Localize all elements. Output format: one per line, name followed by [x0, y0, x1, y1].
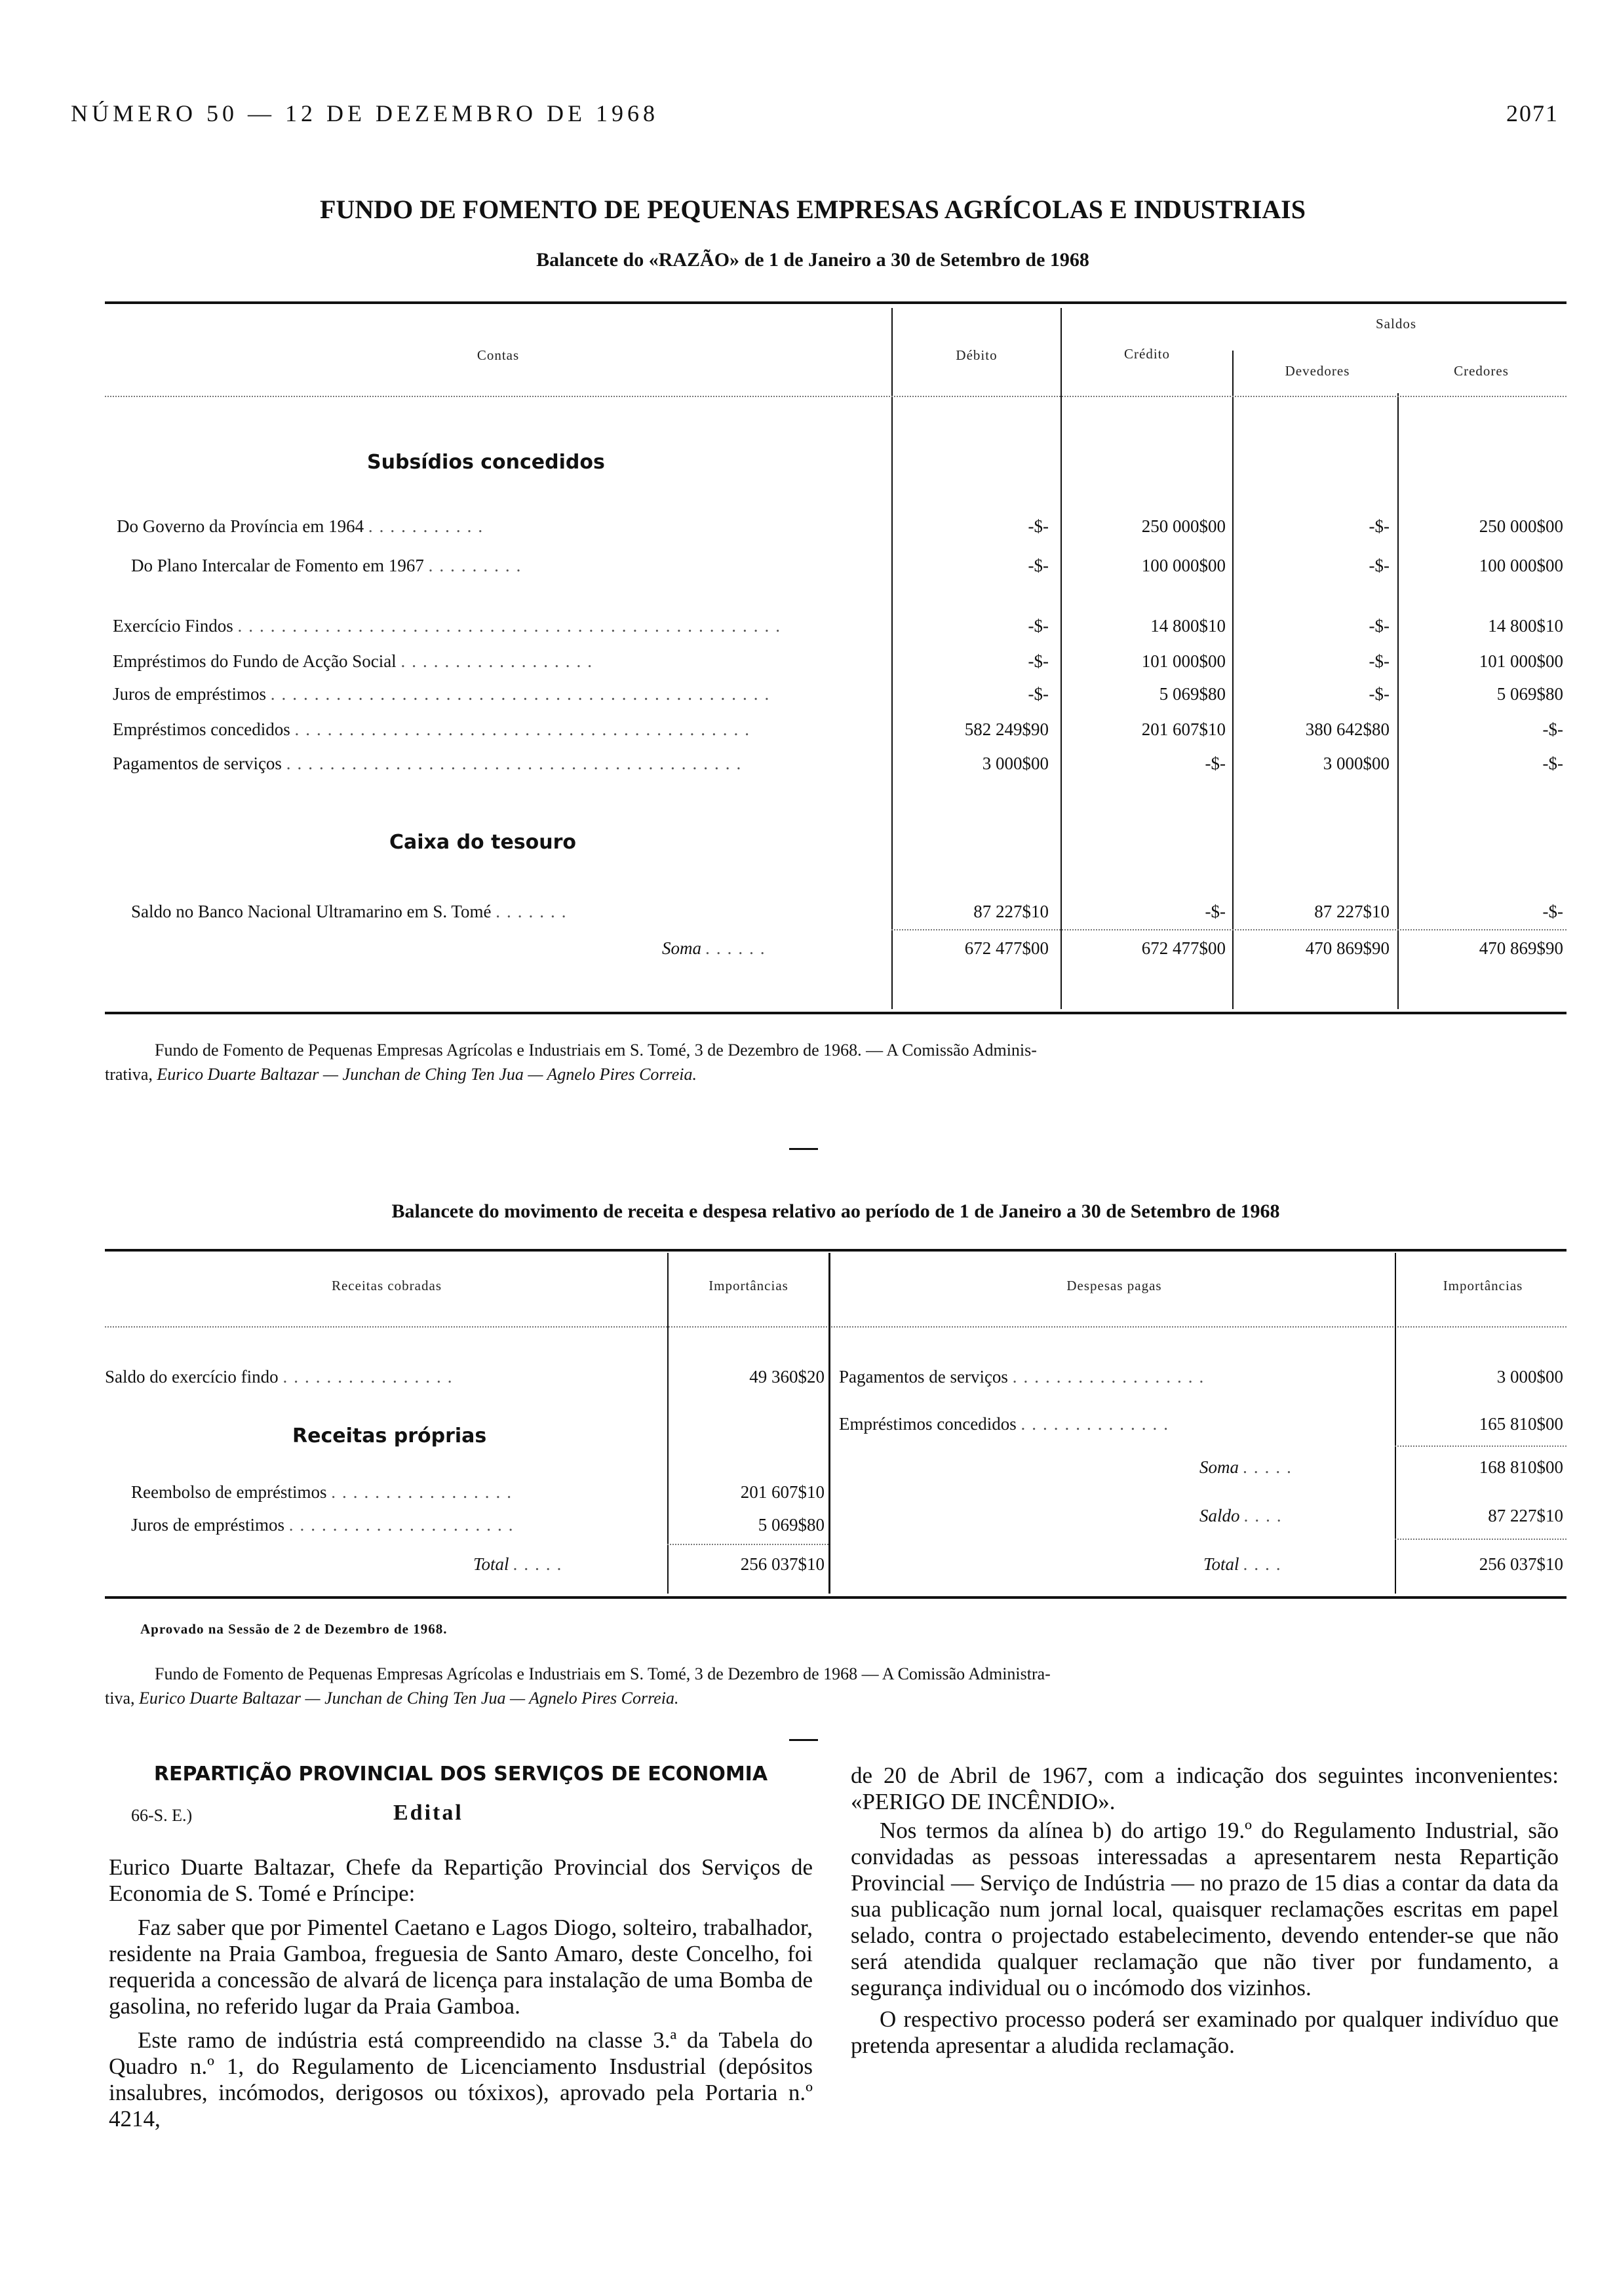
footer-prefix: tiva, [105, 1689, 139, 1708]
balancete2-footer [105, 1662, 1566, 1710]
row-credito: 100 000$00 [1141, 556, 1226, 575]
row-label: Soma [662, 938, 701, 958]
edital-reference: 66-S. E.) [131, 1806, 193, 1825]
table-row-total: Total .... 256 037$10 [1203, 1554, 1563, 1574]
row-value: 165 810$00 [1479, 1414, 1563, 1434]
row-value: 256 037$10 [740, 1554, 825, 1574]
table-row: Juros de empréstimos .............................................. -$- 5 069$80 -$- 5 069$80 [113, 684, 1563, 704]
table-row-soma: Soma ...... 672 477$00 672 477$00 470 869$90 470 869$90 [662, 938, 1563, 958]
balancete1-subtitle: Balancete do «RAZÃO» de 1 de Janeiro a 30 de Setembro de 1968 [536, 249, 1089, 271]
table-row-saldo: Saldo .... 87 227$10 [1199, 1506, 1563, 1525]
row-credito: 201 607$10 [1141, 719, 1226, 739]
table-row: Pagamentos de serviços .................. 3 000$00 [839, 1367, 1563, 1387]
row-credito: 14 800$10 [1150, 616, 1226, 636]
table-row: Juros de empréstimos ..................... 5 069$80 [131, 1515, 825, 1535]
row-debito: -$- [1028, 516, 1049, 536]
row-credores: 100 000$00 [1479, 556, 1563, 575]
footer-line: Fundo de Fomento de Pequenas Empresas Agrícolas e Industriais em S. Tomé, 3 de Dezembro de 1968 — A Comissão Administra- [155, 1664, 1051, 1683]
row-credito: 250 000$00 [1141, 516, 1226, 536]
t2-left-total-rule [667, 1544, 828, 1545]
signatories: Eurico Duarte Baltazar — Junchan de Ching Ten Jua — Agnelo Pires Correia. [157, 1065, 697, 1084]
row-label: Juros de empréstimos [113, 684, 266, 704]
row-label: Do Governo da Província em 1964 [117, 516, 364, 536]
edital-paragraph: Nos termos da alínea b) do artigo 19.º do Regulamento Industrial, são convidadas as pessoas interessadas a apresentarem nesta Repartição Provincial — Serviço de Indústria — no prazo de 15 dias a contar da data da sua publicação num jornal local, quaisquer reclamações escritas em papel selado, contra o projectado estabelecimento, devendo entender-se que não será atendida qualquer reclamação que não tiver por fundamento, a segurança individual ou o incómodo dos vizinhos. [851, 1818, 1559, 2000]
row-label: Saldo do exercício findo [105, 1367, 279, 1387]
row-label: Juros de empréstimos [131, 1515, 284, 1535]
table-row: Reembolso de empréstimos ................. 201 607$10 [131, 1482, 825, 1502]
separator-dash [789, 1739, 818, 1741]
table2-top-rule [105, 1249, 1566, 1252]
table-row: Exercício Findos .................................................. -$- 14 800$10 -$- 14 800$10 [113, 616, 1563, 636]
row-debito: -$- [1028, 684, 1049, 704]
edital-left-column [109, 1854, 813, 2132]
row-devedores: 87 227$10 [1314, 902, 1390, 921]
row-label: Pagamentos de serviços [839, 1367, 1008, 1387]
table-row-total: Total ..... 256 037$10 [473, 1554, 825, 1574]
row-debito: -$- [1028, 616, 1049, 636]
table1-bottom-rule [105, 1012, 1566, 1014]
row-value: 5 069$80 [758, 1515, 825, 1535]
row-devedores: 380 642$80 [1305, 719, 1390, 739]
footer-line-2 [105, 1062, 1566, 1086]
signatories: Eurico Duarte Baltazar — Junchan de Ching Ten Jua — Agnelo Pires Correia. [139, 1689, 679, 1708]
t2-right-total-rule [1395, 1539, 1566, 1540]
row-devedores: -$- [1369, 616, 1390, 636]
table1-top-rule [105, 301, 1566, 304]
row-devedores: -$- [1369, 516, 1390, 536]
row-credores: -$- [1542, 719, 1563, 739]
row-debito: 582 249$90 [964, 719, 1049, 739]
row-devedores: -$- [1369, 684, 1390, 704]
row-value: 87 227$10 [1488, 1506, 1563, 1525]
row-credito: 5 069$80 [1159, 684, 1226, 704]
separator-dash [789, 1148, 818, 1150]
row-devedores: 3 000$00 [1323, 754, 1390, 773]
row-devedores: -$- [1369, 556, 1390, 575]
row-label: Exercício Findos [113, 616, 233, 636]
t2-header-dotted-rule [105, 1326, 1566, 1328]
row-credito: -$- [1205, 754, 1226, 773]
issue-line: NÚMERO 50 — 12 DE DEZEMBRO DE 1968 [71, 100, 659, 126]
table-row: Pagamentos de serviços .......................................... 3 000$00 -$- 3 000$00 -$- [113, 754, 1563, 773]
row-debito: 3 000$00 [982, 754, 1049, 773]
row-devedores: -$- [1369, 651, 1390, 671]
section-subsidios: Subsídios concedidos [367, 451, 605, 474]
table-row: Saldo do exercício findo ................ 49 360$20 [105, 1367, 825, 1387]
table-row: Empréstimos concedidos .............. 165 810$00 [839, 1414, 1563, 1434]
row-label: Empréstimos concedidos [839, 1414, 1017, 1434]
row-credores: 470 869$90 [1479, 938, 1563, 958]
row-credores: 101 000$00 [1479, 651, 1563, 671]
col-receitas: Receitas cobradas [331, 1278, 442, 1293]
table2-bottom-rule [105, 1596, 1566, 1599]
row-credores: 250 000$00 [1479, 516, 1563, 536]
page-number: 2071 [1506, 100, 1559, 126]
col-despesas: Despesas pagas [1066, 1278, 1162, 1293]
row-value: 201 607$10 [740, 1482, 825, 1502]
col-contas: Contas [477, 347, 520, 363]
balancete2-title: Balancete do movimento de receita e despesa relativo ao período de 1 de Janeiro a 30 de Setembro de 1968 [391, 1200, 1280, 1222]
col-devedores: Devedores [1285, 363, 1350, 379]
edital-paragraph: O respectivo processo poderá ser examinado por qualquer indivíduo que pretenda apresentar a aludida reclamação. [851, 2006, 1559, 2058]
footer-line: Fundo de Fomento de Pequenas Empresas Agrícolas e Industriais em S. Tomé, 3 de Dezembro de 1968. — A Comissão Adminis- [155, 1041, 1037, 1060]
department-heading: REPARTIÇÃO PROVINCIAL DOS SERVIÇOS DE ECONOMIA [153, 1763, 768, 1786]
row-debito: -$- [1028, 651, 1049, 671]
t2-right-soma-rule [1395, 1445, 1566, 1447]
edital-paragraph: Faz saber que por Pimentel Caetano e Lagos Diogo, solteiro, trabalhador, residente na Praia Gamboa, freguesia de Santo Amaro, deste Concelho, foi requerida a concessão de alvará de licença para instalação de uma Bomba de gasolina, no referido lugar da Praia Gamboa. [109, 1915, 813, 2019]
row-label: Total [1203, 1554, 1239, 1574]
row-devedores: 470 869$90 [1305, 938, 1390, 958]
edital-intro: Eurico Duarte Baltazar, Chefe da Repartição Provincial dos Serviços de Economia de S. Tomé e Príncipe: [109, 1854, 813, 1906]
row-credito: 101 000$00 [1141, 651, 1226, 671]
table-row: Empréstimos do Fundo de Acção Social .................. -$- 101 000$00 -$- 101 000$00 [113, 651, 1563, 671]
edital-heading: Edital [393, 1801, 463, 1825]
row-credito: -$- [1205, 902, 1226, 921]
row-debito: 87 227$10 [973, 902, 1049, 921]
table-row-soma: Soma ..... 168 810$00 [1199, 1457, 1563, 1477]
table-row: Empréstimos concedidos .......................................... 582 249$90 201 607$10 380 642$80 -$- [113, 719, 1563, 739]
approval-note: Aprovado na Sessão de 2 de Dezembro de 1968. [140, 1621, 448, 1637]
row-credores: 14 800$10 [1488, 616, 1563, 636]
row-value: 49 360$20 [749, 1367, 825, 1387]
balancete1-title: FUNDO DE FOMENTO DE PEQUENAS EMPRESAS AGRÍCOLAS E INDUSTRIAIS [320, 195, 1306, 224]
col-credores: Credores [1454, 363, 1509, 379]
row-debito: -$- [1028, 556, 1049, 575]
row-credores: 5 069$80 [1496, 684, 1563, 704]
section-caixa: Caixa do tesouro [389, 831, 577, 854]
footer-line-2 [105, 1686, 1566, 1710]
t1-header-dotted-rule [105, 396, 1566, 397]
row-credores: -$- [1542, 902, 1563, 921]
row-label: Pagamentos de serviços [113, 754, 282, 773]
col-credito: Crédito [1124, 346, 1170, 362]
balancete1-footer [105, 1038, 1566, 1086]
row-label: Saldo [1199, 1506, 1240, 1525]
col-importancias-right: Importâncias [1443, 1278, 1523, 1293]
table-row: Do Governo da Província em 1964 ........... -$- 250 000$00 -$- 250 000$00 [117, 516, 1563, 536]
row-label: Soma [1199, 1457, 1239, 1477]
row-label: Do Plano Intercalar de Fomento em 1967 [131, 556, 424, 575]
col-saldos: Saldos [1375, 316, 1416, 332]
row-label: Saldo no Banco Nacional Ultramarino em S. Tomé [131, 902, 492, 921]
table-row: Saldo no Banco Nacional Ultramarino em S. Tomé ....... 87 227$10 -$- 87 227$10 -$- [131, 902, 1563, 921]
edital-paragraph: Este ramo de indústria está compreendido na classe 3.ª da Tabela do Quadro n.º 1, do Regulamento de Licenciamento Insdustrial (depósitos insalubres, incómodos, derigosos ou tóxixos), aprovado pela Portaria n.º 4214, [109, 2027, 813, 2132]
row-debito: 672 477$00 [964, 938, 1049, 958]
row-label: Total [473, 1554, 509, 1574]
col-debito: Débito [956, 347, 998, 363]
row-label: Empréstimos do Fundo de Acção Social [113, 651, 397, 671]
row-label: Reembolso de empréstimos [131, 1482, 327, 1502]
section-receitas-proprias: Receitas próprias [292, 1425, 487, 1447]
edital-paragraph: de 20 de Abril de 1967, com a indicação dos seguintes inconvenientes: «PERIGO DE INCÊNDIO». [851, 1763, 1559, 1814]
col-importancias-left: Importâncias [709, 1278, 788, 1293]
row-label: Empréstimos concedidos [113, 719, 290, 739]
row-value: 3 000$00 [1496, 1367, 1563, 1387]
row-value: 256 037$10 [1479, 1554, 1563, 1574]
footer-prefix: trativa, [105, 1065, 157, 1084]
row-credito: 672 477$00 [1141, 938, 1226, 958]
row-credores: -$- [1542, 754, 1563, 773]
row-value: 168 810$00 [1479, 1457, 1563, 1477]
t1-soma-dotted-rule [891, 929, 1566, 930]
table-row: Do Plano Intercalar de Fomento em 1967 ......... -$- 100 000$00 -$- 100 000$00 [131, 556, 1563, 575]
page-header [71, 100, 1559, 132]
edital-right-column [851, 1763, 1559, 2059]
